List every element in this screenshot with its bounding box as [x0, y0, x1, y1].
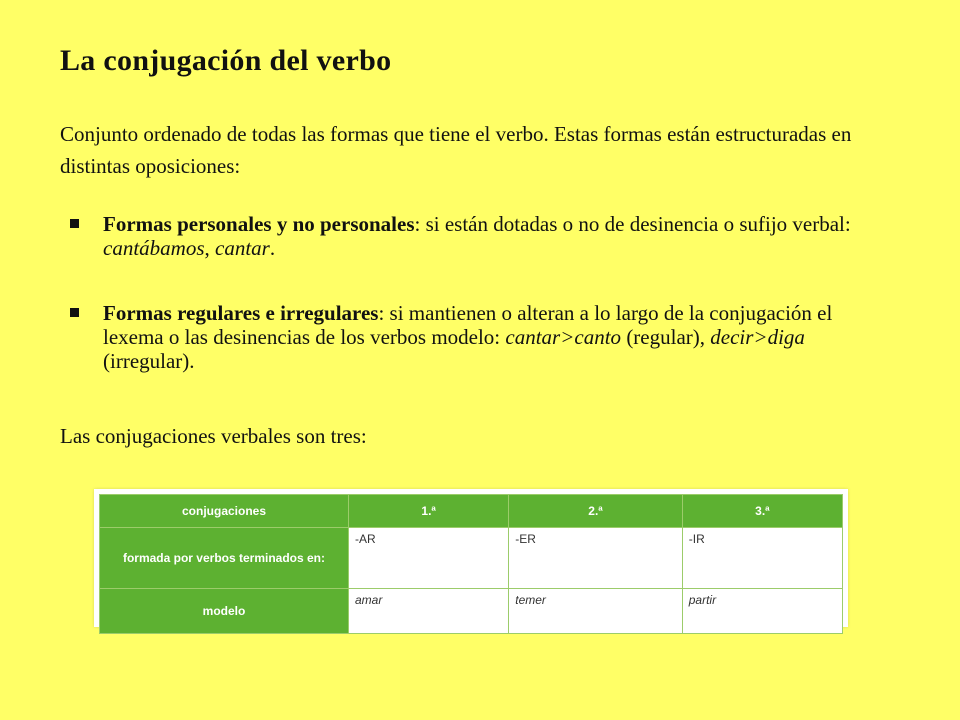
- table-cell: partir: [682, 589, 842, 634]
- bullet-text: : si mantienen o alteran a lo largo de la conjugación el lexema o las desinencias de los verbos modelo:: [103, 301, 833, 349]
- row-label: modelo: [100, 589, 349, 634]
- page-title: La conjugación del verbo: [60, 44, 392, 77]
- bullet-text: : si están dotadas o no de desinencia o sufijo verbal:: [414, 212, 851, 236]
- square-bullet-icon: [70, 308, 79, 317]
- outro-paragraph: Las conjugaciones verbales son tres:: [60, 424, 367, 448]
- table-header-cell: 3.ª: [682, 495, 842, 528]
- bullet-separator: ,: [204, 236, 215, 260]
- table-header-row: [100, 495, 843, 528]
- bullet-example: cantar: [215, 236, 270, 260]
- table-row: [100, 528, 843, 589]
- table-header-cell: conjugaciones: [100, 495, 349, 528]
- table-cell: temer: [509, 589, 683, 634]
- bullet-example: cantábamos: [103, 236, 205, 260]
- bullet-end: (irregular).: [103, 349, 195, 373]
- bullet-end: .: [269, 236, 276, 260]
- table-header-cell: 1.ª: [349, 495, 509, 528]
- bullet-text-mid: (regular),: [621, 325, 711, 349]
- square-bullet-icon: [70, 219, 79, 228]
- bullet-term: Formas personales y no personales: [103, 212, 415, 236]
- row-label: formada por verbos terminados en:: [100, 528, 349, 589]
- table-row: [100, 589, 843, 634]
- bullet-example: cantar>canto: [505, 325, 622, 349]
- bullet-list: [70, 212, 890, 414]
- table-header-cell: 2.ª: [509, 495, 683, 528]
- bullet-term: Formas regulares e irregulares: [103, 301, 379, 325]
- table-cell: -ER: [509, 528, 683, 589]
- intro-paragraph: Conjunto ordenado de todas las formas que tiene el verbo. Estas formas están estructuradas en distintas oposiciones:: [60, 122, 852, 178]
- bullet-item-personal-forms: [70, 212, 890, 260]
- table-cell: -AR: [349, 528, 509, 589]
- bullet-example: decir>diga: [710, 325, 805, 349]
- bullet-item-regular-forms: [70, 301, 890, 373]
- table-cell: -IR: [682, 528, 842, 589]
- table-cell: amar: [349, 589, 509, 634]
- conjugation-table: [99, 494, 843, 634]
- conjugation-table-frame: [94, 489, 848, 627]
